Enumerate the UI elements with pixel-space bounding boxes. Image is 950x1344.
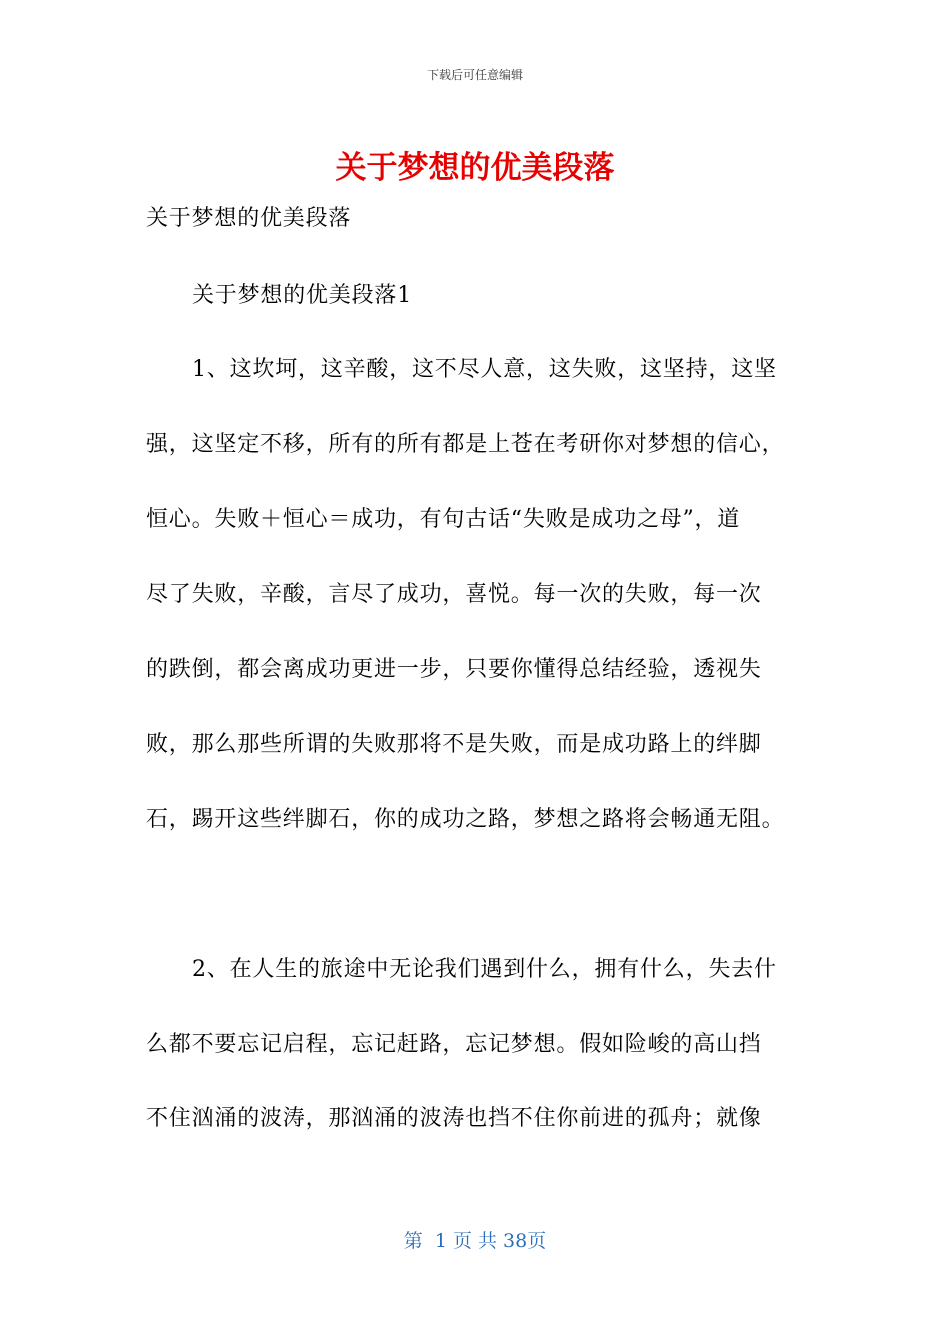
header-note: 下载后可任意编辑 xyxy=(426,68,523,82)
paragraph-line: 么都不要忘记启程，忘记赶路，忘记梦想。假如险峻的高山挡 xyxy=(146,1032,762,1057)
paragraph-line: 尽了失败，辛酸，言尽了成功，喜悦。每一次的失败，每一次 xyxy=(146,582,762,607)
paragraph-line: 败，那么那些所谓的失败那将不是失败，而是成功路上的绊脚 xyxy=(146,732,762,757)
paragraph-line: 恒心。失败＋恒心＝成功，有句古话“失败是成功之母”，道 xyxy=(146,507,741,532)
paragraph-line: 2、在人生的旅途中无论我们遇到什么，拥有什么，失去什 xyxy=(192,957,777,982)
paragraph-line: 1、这坎坷，这辛酸，这不尽人意，这失败，这坚持，这坚 xyxy=(192,357,777,382)
page-footer: 第 1 页 共 38页 xyxy=(403,1230,547,1252)
paragraph-line: 不住汹涌的波涛，那汹涌的波涛也挡不住你前进的孤舟；就像 xyxy=(146,1106,762,1131)
document-title: 关于梦想的优美段落 xyxy=(335,150,615,186)
section-heading: 关于梦想的优美段落1 xyxy=(192,283,412,308)
subtitle-line: 关于梦想的优美段落 xyxy=(146,206,352,231)
paragraph-line: 强，这坚定不移，所有的所有都是上苍在考研你对梦想的信心， xyxy=(146,432,785,457)
paragraph-line: 石，踢开这些绊脚石，你的成功之路，梦想之路将会畅通无阻。 xyxy=(146,807,785,832)
paragraph-line: 的跌倒，都会离成功更进一步，只要你懂得总结经验，透视失 xyxy=(146,657,762,682)
